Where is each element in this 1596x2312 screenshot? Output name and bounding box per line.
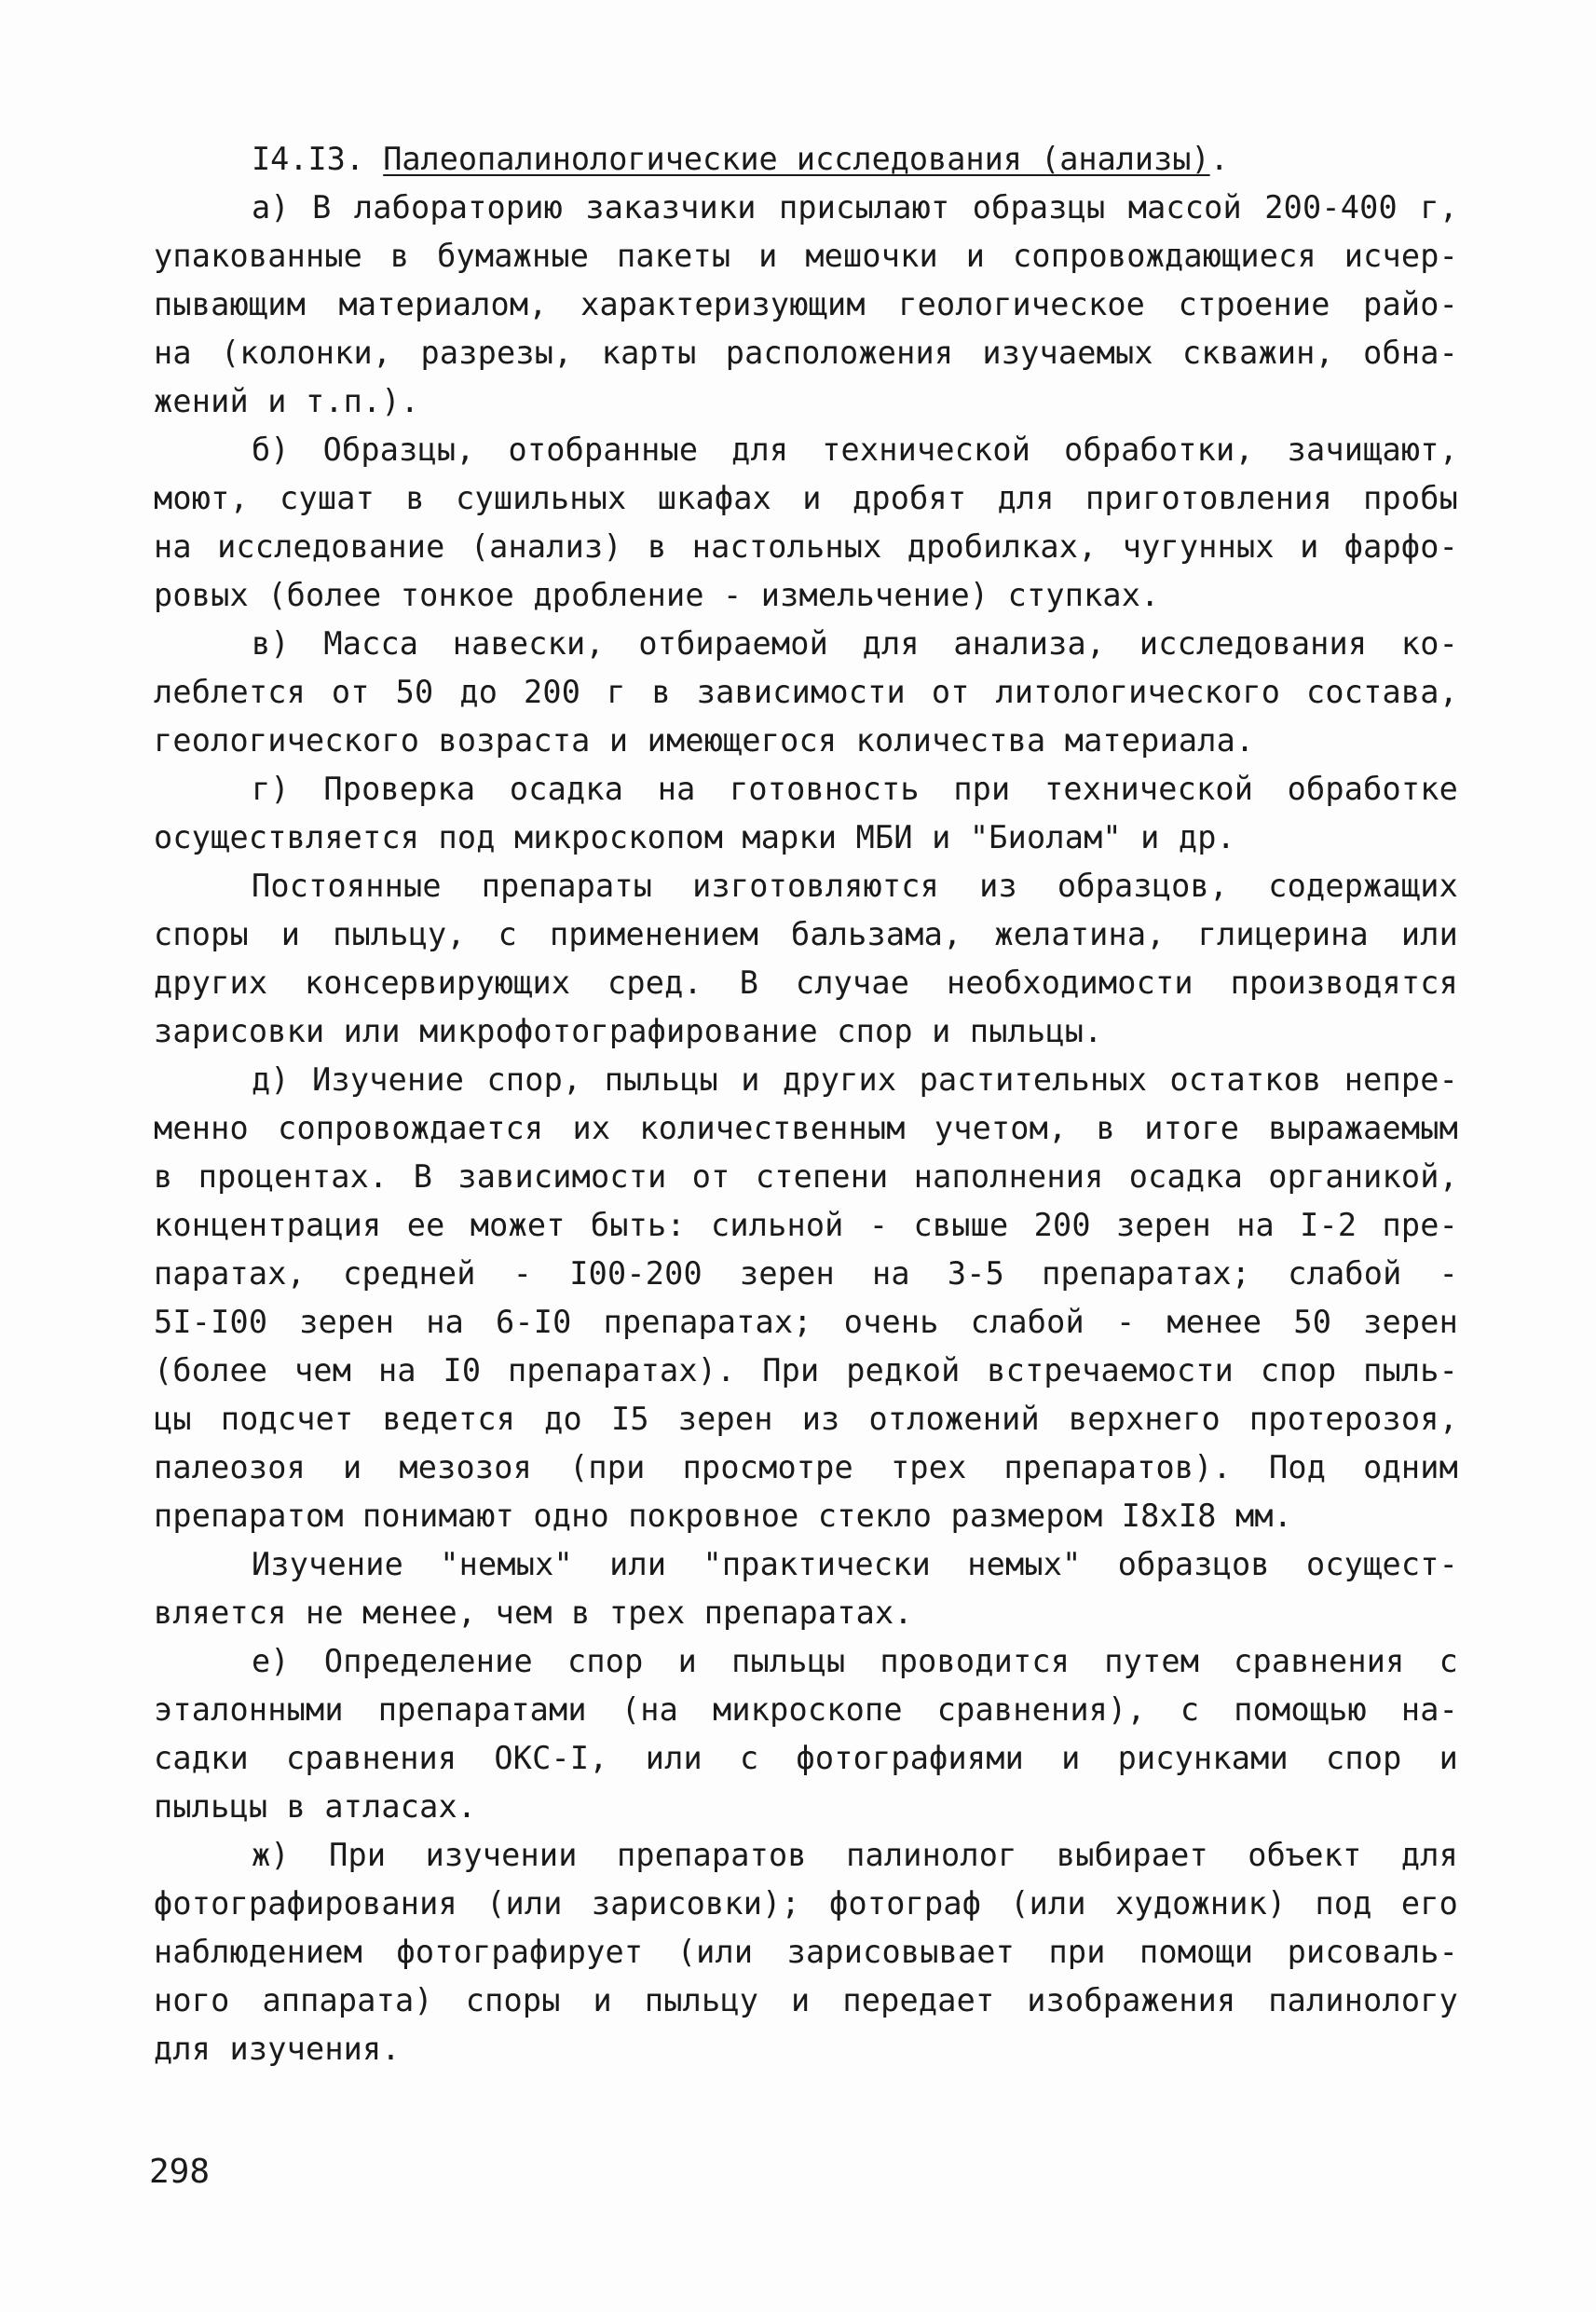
text-line: осуществляется под микроскопом марки МБИ и "Биолам" и др. [154, 819, 1236, 855]
text-line: других консервирующих сред. В случае необходимости производятся [154, 964, 1458, 1001]
text-line: споры и пыльцу, с применением бальзама, желатина, глицерина или [154, 916, 1458, 952]
text-line: упакованные в бумажные пакеты и мешочки и сопровождающиеся исчер- [154, 238, 1458, 274]
text-line: эталонными препаратами (на микроскопе сравнения), с помощью на- [154, 1691, 1458, 1728]
text-line: пыльцы в атласах. [154, 1788, 477, 1825]
text-line: в процентах. В зависимости от степени наполнения осадка органикой, [154, 1158, 1458, 1195]
text-line: жений и т.п.). [154, 383, 420, 419]
text-line: препаратом понимают одно покровное стекло размером I8xI8 мм. [154, 1498, 1293, 1534]
text-line: концентрация ее может быть: сильной - свыше 200 зерен на I-2 пре- [154, 1207, 1458, 1243]
text-line: садки сравнения ОКС-I, или с фотографиями и рисунками спор и [154, 1740, 1458, 1776]
text-line: в) Масса навески, отбираемой для анализа, исследования ко- [252, 625, 1458, 662]
text-line: е) Определение спор и пыльцы проводится путем сравнения с [252, 1643, 1458, 1679]
text-line: б) Образцы, отобранные для технической обработки, зачищают, [252, 431, 1458, 468]
section-title: Палеопалинологические исследования (анализы) [383, 141, 1210, 177]
text-line: леблется от 50 до 200 г в зависимости от литологического состава, [154, 674, 1458, 710]
text-line: моют, сушат в сушильных шкафах и дробят для приготовления пробы [154, 480, 1458, 516]
text-line: Изучение "немых" или "практически немых" образцов осущест- [252, 1546, 1458, 1582]
text-block [154, 135, 1458, 2073]
text-line: на (колонки, разрезы, карты расположения изучаемых скважин, обна- [154, 335, 1458, 371]
text-line: ровых (более тонкое дробление - измельчение) ступках. [154, 577, 1160, 613]
text-line: ж) При изучении препаратов палинолог выбирает объект для [252, 1837, 1458, 1873]
text-line: фотографирования (или зарисовки); фотограф (или художник) под его [154, 1885, 1458, 1922]
section-heading-end: . [1209, 141, 1229, 177]
text-line: палеозоя и мезозоя (при просмотре трех препаратов). Под одним [154, 1449, 1458, 1485]
text-line: г) Проверка осадка на готовность при технической обработке [252, 771, 1458, 807]
text-line: наблюдением фотографирует (или зарисовывает при помощи рисоваль- [154, 1934, 1458, 1970]
section-number: I4.I3. [252, 141, 365, 177]
text-line: пывающим материалом, характеризующим геологическое строение райо- [154, 286, 1458, 322]
text-line: (более чем на I0 препаратах). При редкой встречаемости спор пыль- [154, 1352, 1458, 1389]
page-number: 298 [149, 2153, 211, 2191]
text-line: ного аппарата) споры и пыльцу и передает изображения палинологу [154, 1982, 1458, 2018]
text-line: для изучения. [154, 2031, 401, 2067]
text-line: Постоянные препараты изготовляются из образцов, содержащих [252, 868, 1458, 904]
text-line: вляется не менее, чем в трех препаратах. [154, 1594, 913, 1631]
text-line: на исследование (анализ) в настольных дробилках, чугунных и фарфо- [154, 528, 1458, 565]
text-line: паратах, средней - I00-200 зерен на 3-5 препаратах; слабой - [154, 1255, 1458, 1292]
section-heading [154, 135, 1458, 184]
text-line: геологического возраста и имеющегося количества материала. [154, 722, 1255, 759]
text-line: менно сопровождается их количественным учетом, в итоге выражаемым [154, 1110, 1458, 1146]
text-line: д) Изучение спор, пыльцы и других растительных остатков непре- [252, 1061, 1458, 1098]
text-line: зарисовки или микрофотографирование спор и пыльцы. [154, 1013, 1103, 1049]
text-line: 5I-I00 зерен на 6-I0 препаратах; очень слабой - менее 50 зерен [154, 1304, 1458, 1340]
text-line: цы подсчет ведется до I5 зерен из отложений верхнего протерозоя, [154, 1401, 1458, 1437]
text-line: а) В лабораторию заказчики присылают образцы массой 200-400 г, [252, 189, 1458, 226]
body-text [154, 184, 1458, 2073]
